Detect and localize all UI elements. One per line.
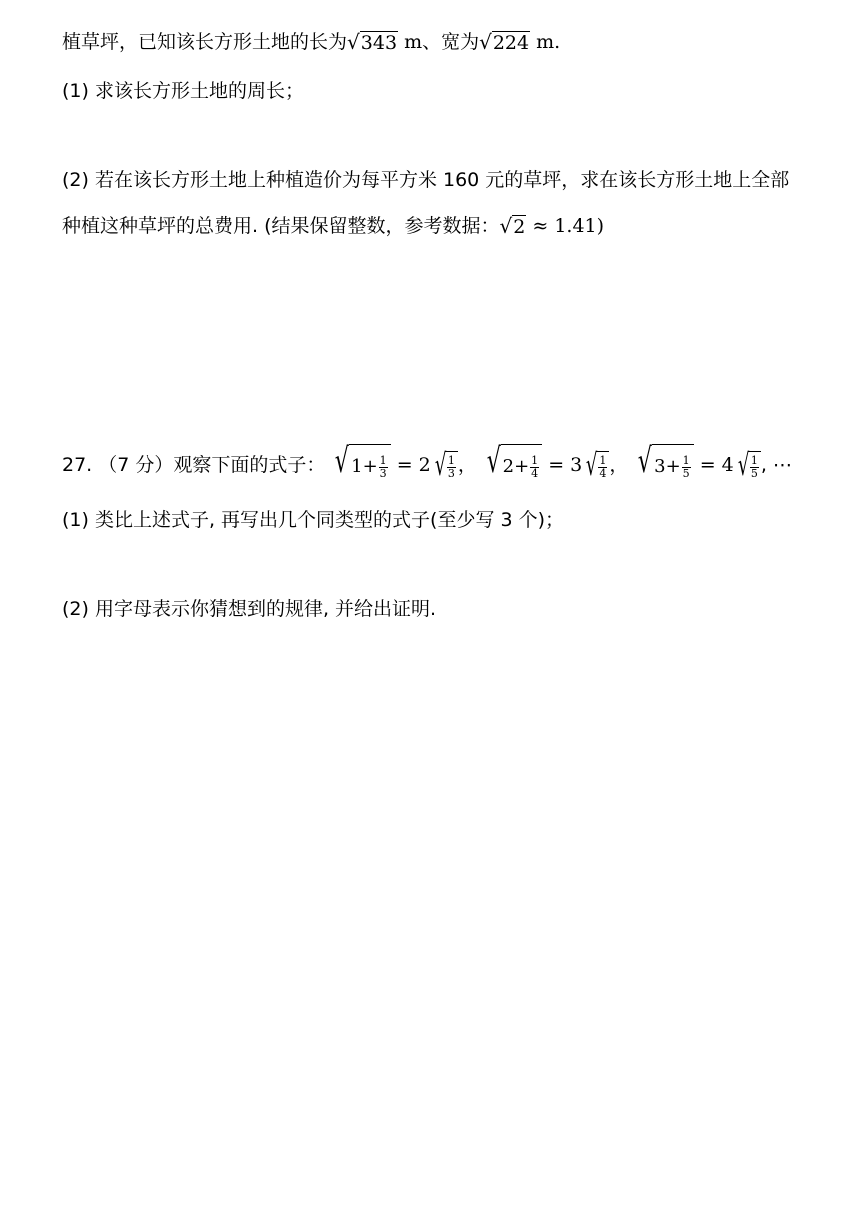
q27-header: 27. （7 分）观察下面的式子：	[62, 454, 326, 476]
eq1-den: 3	[379, 466, 387, 480]
eq1-rden: 3	[447, 466, 455, 480]
eq3-rden: 5	[750, 466, 758, 480]
eq1-coef: 2	[418, 454, 431, 476]
q27-eq1-left-sqrt: √ 1 + $\frac{1}{3}$	[331, 444, 390, 487]
q26-intro-text: 植草坪，已知该长方形土地的长为	[62, 31, 348, 53]
q26-part2-line1: (2) 若在该长方形土地上种植造价为每平方米 160 元的草坪，求在该长方形土地上全部	[62, 169, 790, 191]
q26-intro-line	[62, 30, 560, 55]
ref-value: ≈ 1.41)	[526, 215, 605, 237]
q27-part1: (1) 类比上述式子, 再写出几个同类型的式子(至少写 3 个)；	[62, 509, 565, 531]
eq2-plus: +	[514, 456, 530, 477]
q27-line	[62, 441, 792, 487]
eq2-a: 2	[502, 456, 515, 477]
eq2-coef: 3	[570, 454, 583, 476]
eq1-frac	[379, 455, 388, 480]
eq2-rnum: 1	[599, 453, 607, 467]
eq2-sep: ，	[609, 454, 629, 476]
q27-part2: (2) 用字母表示你猜想到的规律, 并给出证明.	[62, 598, 437, 620]
width-unit: m.	[530, 31, 561, 53]
q27-eq3-right-sqrt: √ $\frac{1}{5}$	[734, 451, 761, 481]
q27-eq1-right-sqrt: √ $\frac{1}{3}$	[431, 451, 458, 481]
eq3-coef: 4	[721, 454, 734, 476]
eq2-rden: 4	[599, 466, 607, 480]
eq1-rnum: 1	[447, 453, 455, 467]
length-sqrt: √343	[347, 30, 398, 54]
eq3-frac	[682, 455, 691, 480]
eq2-frac	[530, 455, 539, 480]
eq3-rfrac	[750, 455, 759, 480]
eq1-plus: +	[362, 456, 378, 477]
eq3-sep: , ⋯	[760, 454, 792, 476]
eq1-rfrac	[447, 455, 456, 480]
length-unit: m、宽为	[398, 31, 480, 53]
eq2-rfrac	[598, 455, 607, 480]
eq1-num: 1	[379, 453, 387, 467]
q27-eq2-left-sqrt: √ 2 + $\frac{1}{4}$	[483, 444, 542, 487]
q26-part2-line2-text: 种植这种草坪的总费用. (结果保留整数，参考数据：	[62, 215, 500, 237]
eq3-num: 1	[682, 453, 690, 467]
q27-eq3-left-sqrt: √ 3 + $\frac{1}{5}$	[634, 444, 693, 487]
eq1-sep: ，	[457, 454, 477, 476]
q26-part1: (1) 求该长方形土地的周长；	[62, 80, 304, 102]
eq3-den: 5	[682, 466, 690, 480]
width-sqrt: √224	[479, 30, 530, 54]
ref-sqrt: √2	[499, 214, 526, 238]
eq2-equals: =	[542, 454, 571, 476]
ref-radicand: 2	[513, 216, 526, 238]
eq3-equals: =	[693, 454, 722, 476]
eq3-a: 3	[654, 456, 666, 477]
width-radicand: 224	[492, 32, 530, 54]
eq3-plus: +	[665, 456, 681, 477]
eq2-den: 4	[531, 466, 539, 480]
q26-part2-line2	[62, 214, 604, 239]
eq3-rnum: 1	[750, 453, 758, 467]
q27-eq2-right-sqrt: √ $\frac{1}{4}$	[582, 451, 609, 481]
eq1-a: 1	[351, 456, 363, 477]
eq1-equals: =	[390, 454, 419, 476]
length-radicand: 343	[360, 32, 398, 54]
eq2-num: 1	[531, 453, 539, 467]
